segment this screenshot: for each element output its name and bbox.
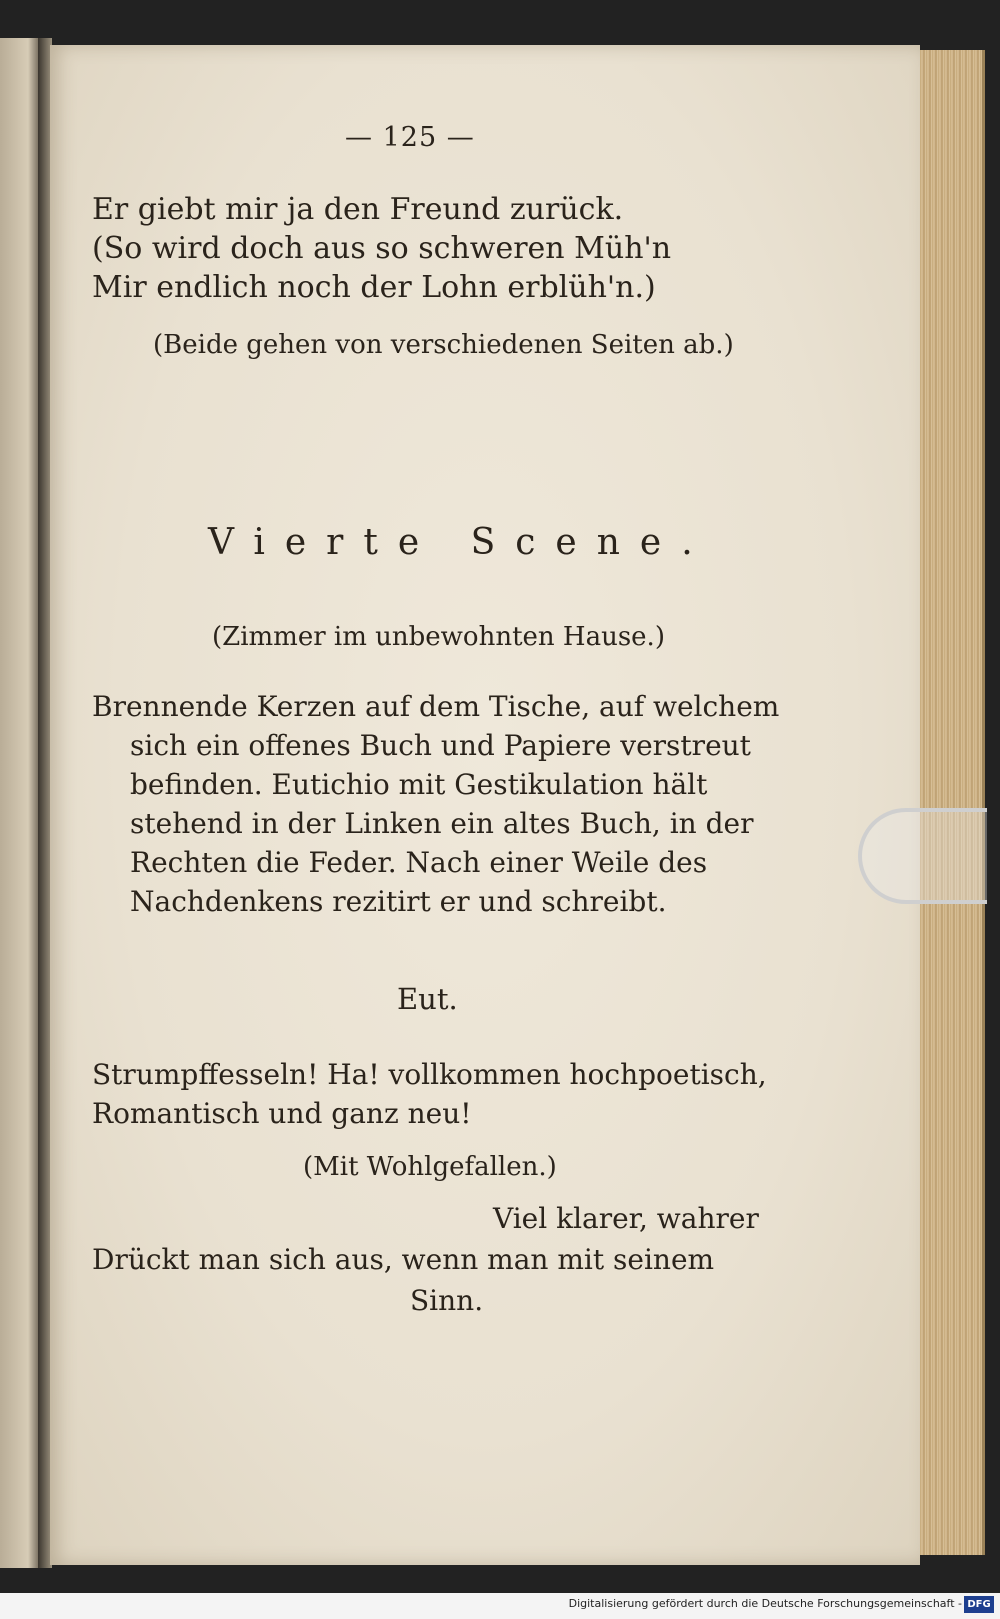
verse-line-3: Mir endlich noch der Lohn erblüh'n.) <box>92 270 656 305</box>
page-clip <box>858 808 987 904</box>
page-number: — 125 — <box>345 122 475 153</box>
left-page-edge <box>0 38 40 1568</box>
speech-line-1: Strumpffesseln! Ha! vollkommen hochpoetisch, <box>92 1058 767 1091</box>
verse-line-2: (So wird doch aus so schweren Müh'n <box>92 231 672 266</box>
verse-line-1: Er giebt mir ja den Freund zurück. <box>92 192 624 227</box>
description-line-5: Rechten die Feder. Nach einer Weile des <box>130 846 708 879</box>
speech-line-2: Romantisch und ganz neu! <box>92 1097 472 1130</box>
description-line-4: stehend in der Linken ein altes Buch, in der <box>130 807 754 840</box>
description-line-3: befinden. Eutichio mit Gestikulation hält <box>130 768 708 801</box>
description-line-6: Nachdenkens rezitirt er und schreibt. <box>130 885 667 918</box>
description-line-1: Brennende Kerzen auf dem Tische, auf welchem <box>92 690 780 723</box>
footer-credit: Digitalisierung gefördert durch die Deutsche Forschungsgemeinschaft - <box>568 1597 962 1610</box>
description-line-2: sich ein offenes Buch und Papiere verstreut <box>130 729 751 762</box>
speech-stage-direction: (Mit Wohlgefallen.) <box>303 1152 557 1182</box>
speaker-name: Eut. <box>397 982 458 1016</box>
speech-line-4: Drückt man sich aus, wenn man mit seinem <box>92 1243 715 1276</box>
speech-line-5: Sinn. <box>410 1284 484 1317</box>
dfg-logo-icon: DFG <box>964 1596 994 1613</box>
stage-direction-exit: (Beide gehen von verschiedenen Seiten ab.) <box>153 330 734 360</box>
page-stack-edge <box>920 50 985 1555</box>
scene-heading: Vierte Scene. <box>208 522 713 563</box>
scene-setting: (Zimmer im unbewohnten Hause.) <box>212 622 665 652</box>
speech-line-3: Viel klarer, wahrer <box>493 1202 759 1235</box>
